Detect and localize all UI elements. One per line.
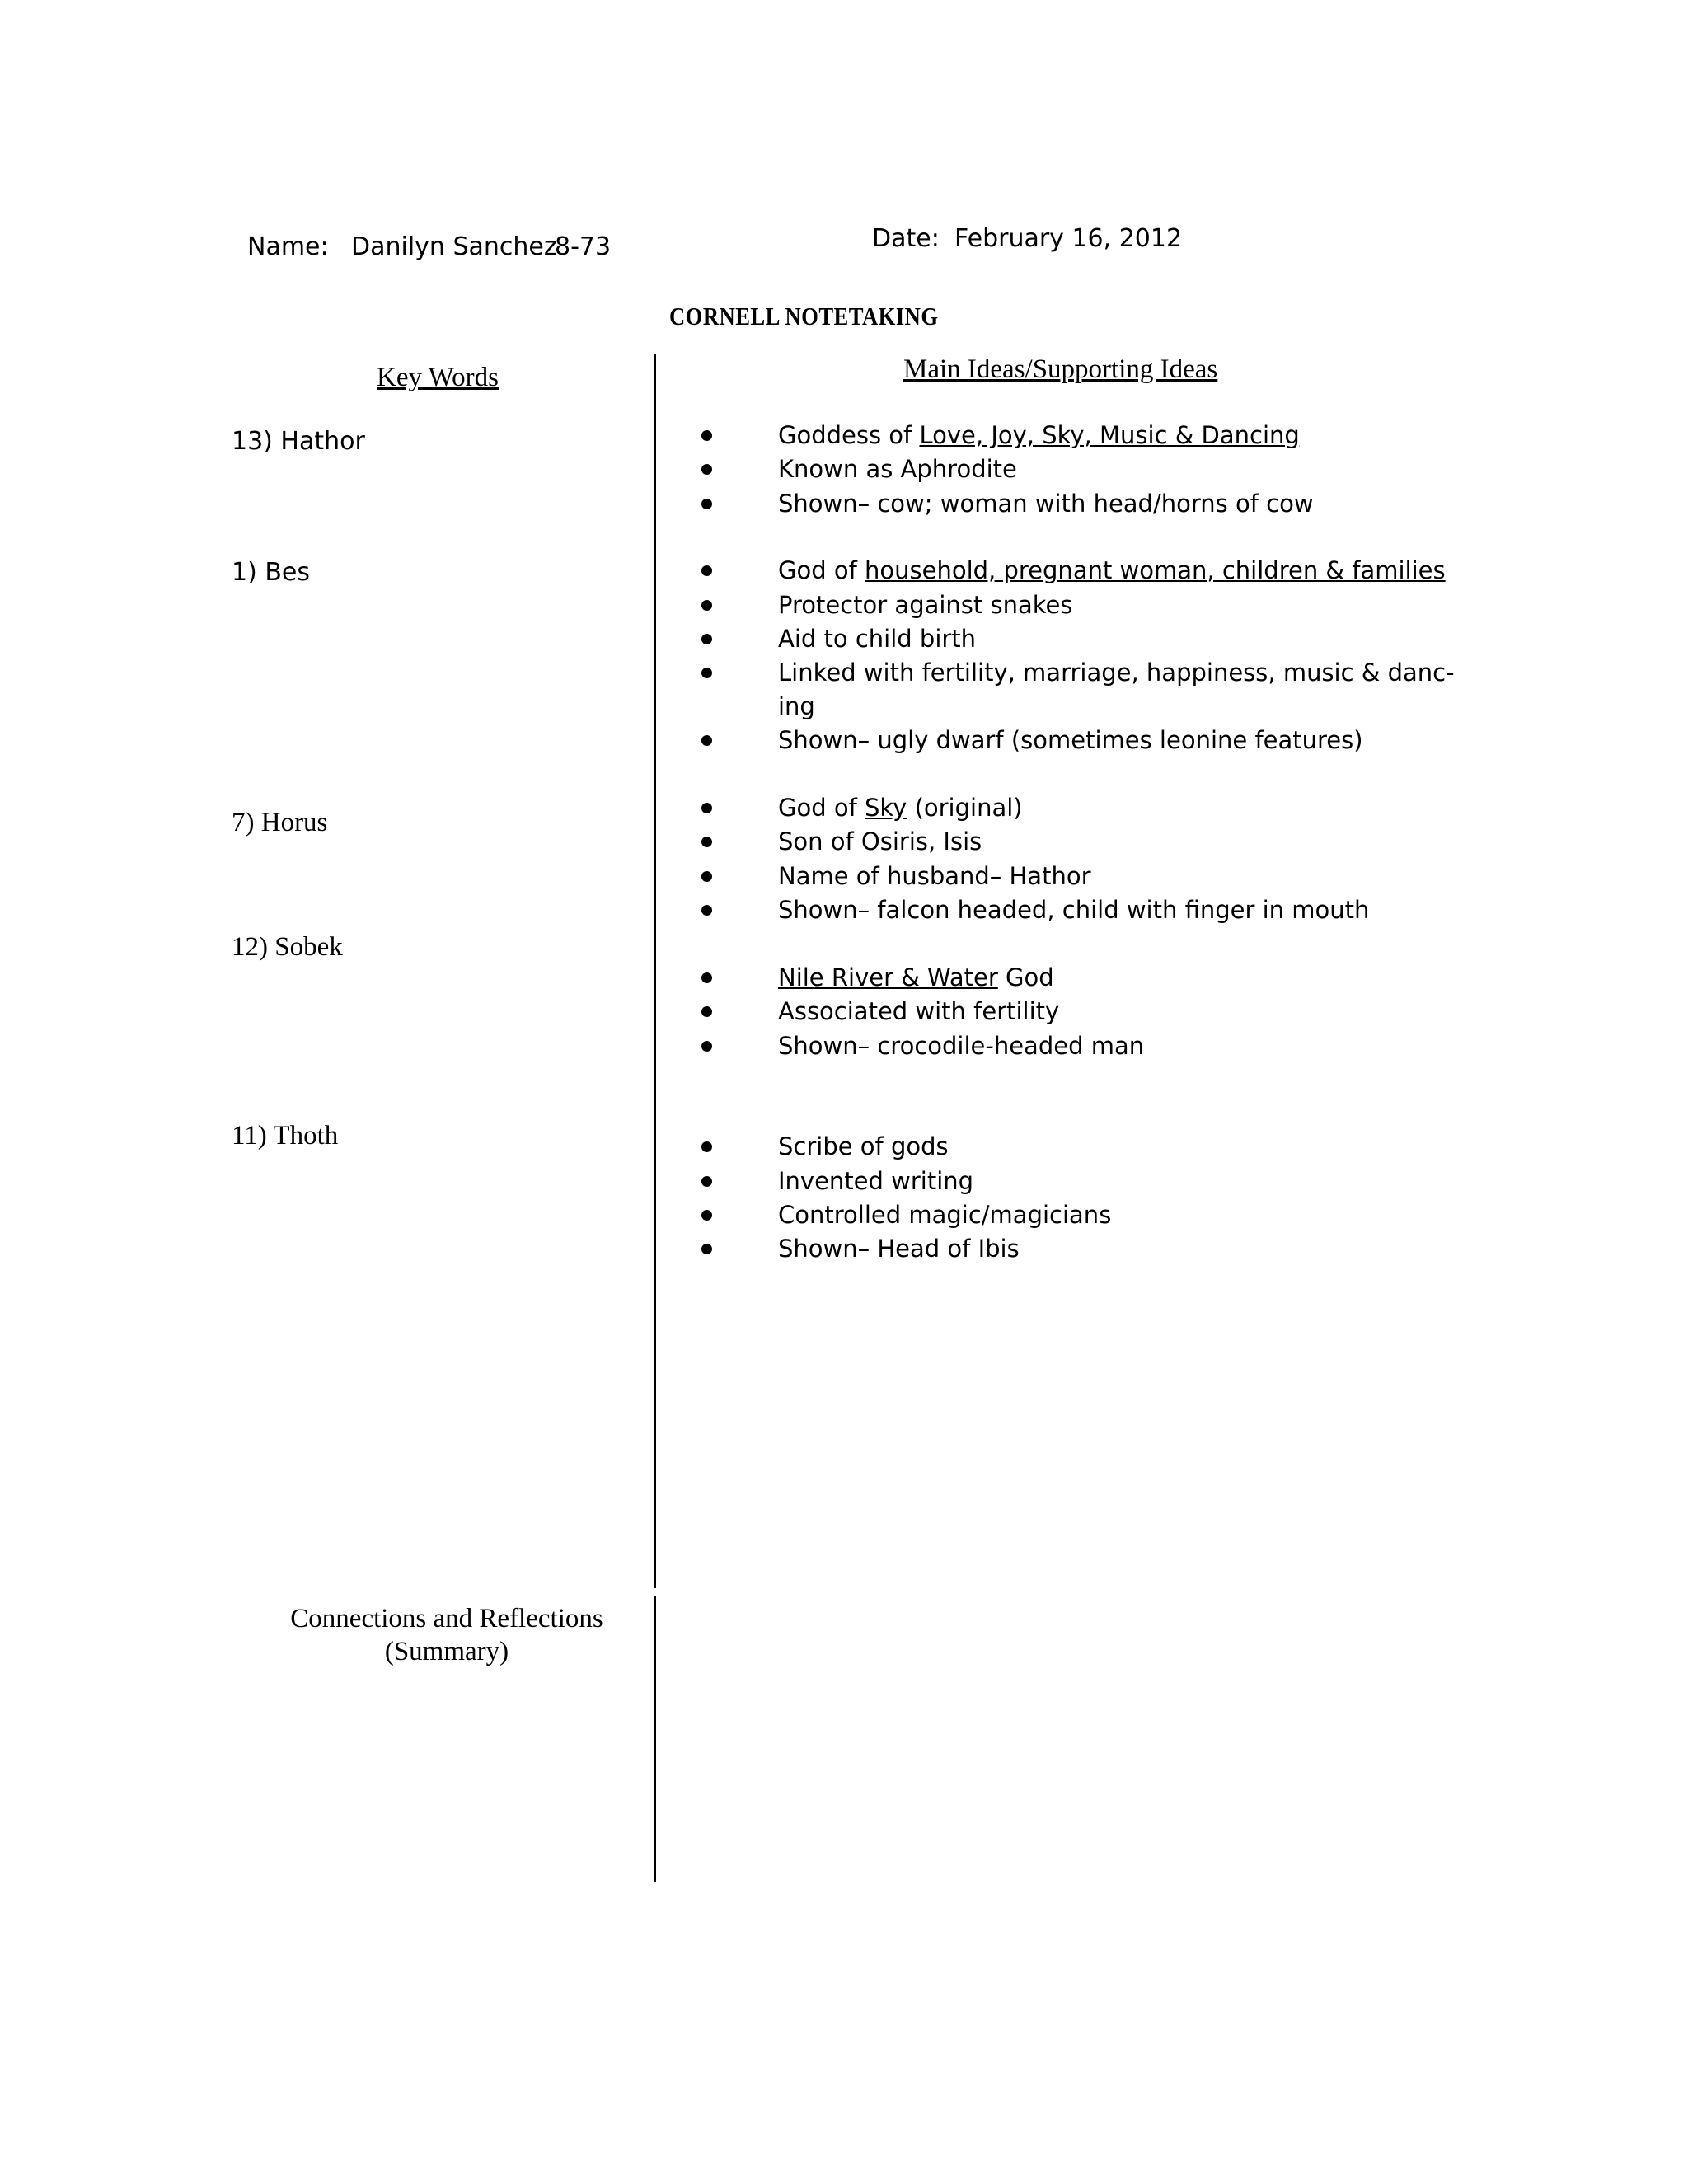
key-word-horus: 7) Horus bbox=[232, 808, 328, 837]
bullet-icon bbox=[701, 735, 712, 746]
bullet-icon bbox=[701, 1176, 712, 1187]
note-item: Nile River & Water God bbox=[778, 963, 1054, 991]
note-item: God of Sky (original) bbox=[778, 794, 1023, 822]
date-value: February 16, 2012 bbox=[954, 224, 1183, 253]
note-item: Name of husband– Hathor bbox=[778, 862, 1091, 890]
key-word-sobek: 12) Sobek bbox=[232, 932, 343, 962]
bullet-icon bbox=[701, 430, 712, 441]
bullet-icon bbox=[701, 871, 712, 882]
bullet-icon bbox=[701, 499, 712, 509]
note-item: Protector against snakes bbox=[778, 591, 1073, 619]
bullet-icon bbox=[701, 600, 712, 611]
note-item: Scribe of gods bbox=[778, 1132, 949, 1160]
note-item: God of household, pregnant woman, children & families bbox=[778, 556, 1446, 584]
summary-title: Connections and Reflections bbox=[290, 1604, 603, 1633]
note-item: Known as Aphrodite bbox=[778, 455, 1017, 483]
summary-subtitle: (Summary) bbox=[384, 1637, 509, 1666]
page-title: CORNELL NOTETAKING bbox=[669, 302, 939, 330]
class-period: 8-73 bbox=[555, 232, 612, 261]
bullet-icon bbox=[701, 668, 712, 678]
bullet-icon bbox=[701, 1244, 712, 1254]
main-ideas-heading: Main Ideas/Supporting Ideas bbox=[903, 354, 1218, 384]
bullet-icon bbox=[701, 803, 712, 813]
bullet-icon bbox=[701, 837, 712, 847]
bullet-icon bbox=[701, 905, 712, 916]
note-item: Shown– ugly dwarf (sometimes leonine features) bbox=[778, 726, 1363, 754]
note-item: Invented writing bbox=[778, 1167, 974, 1195]
note-item: Shown– cow; woman with head/horns of cow bbox=[778, 490, 1314, 518]
bullet-icon bbox=[701, 464, 712, 475]
date-label: Date: bbox=[872, 224, 940, 253]
bullet-icon bbox=[701, 1006, 712, 1017]
key-word-thoth: 11) Thoth bbox=[232, 1121, 339, 1151]
summary-heading bbox=[274, 1602, 620, 1668]
note-item: Goddess of Love, Joy, Sky, Music & Dancing bbox=[778, 421, 1300, 449]
note-item: Shown– falcon headed, child with finger in mouth bbox=[778, 896, 1370, 924]
bullet-icon bbox=[701, 565, 712, 576]
note-item: Linked with fertility, marriage, happiness, music & danc- bbox=[778, 658, 1455, 687]
bullet-icon bbox=[701, 634, 712, 644]
note-item: Son of Osiris, Isis bbox=[778, 827, 982, 855]
key-word-hathor: 13) Hathor bbox=[232, 427, 365, 456]
key-word-bes: 1) Bes bbox=[232, 558, 310, 587]
bullet-icon bbox=[701, 1210, 712, 1221]
key-words-heading: Key Words bbox=[377, 363, 499, 392]
note-item: Shown– crocodile-headed man bbox=[778, 1032, 1145, 1060]
note-item: Associated with fertility bbox=[778, 997, 1060, 1025]
student-name: Danilyn Sanchez bbox=[351, 232, 557, 261]
column-divider bbox=[654, 354, 656, 1588]
bullet-icon bbox=[701, 1141, 712, 1152]
note-item: Controlled magic/magicians bbox=[778, 1201, 1112, 1229]
note-item-continuation: ing bbox=[778, 692, 815, 720]
note-item: Aid to child birth bbox=[778, 625, 977, 653]
name-label: Name: bbox=[247, 232, 329, 261]
note-item: Shown– Head of Ibis bbox=[778, 1235, 1020, 1263]
bullet-icon bbox=[701, 1041, 712, 1052]
summary-divider bbox=[654, 1596, 656, 1882]
bullet-icon bbox=[701, 972, 712, 983]
